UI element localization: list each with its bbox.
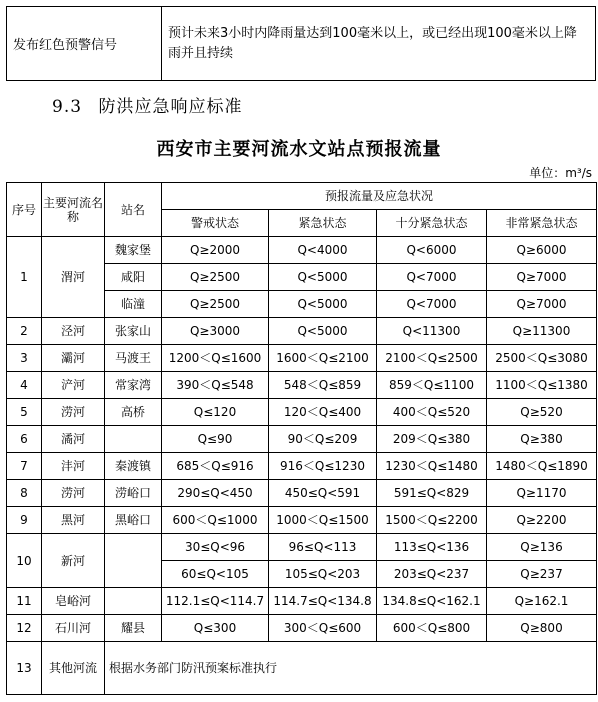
cell-urgent: 548＜Q≤859	[269, 372, 377, 399]
table-row	[7, 237, 597, 264]
cell-warning: 30≤Q<96	[162, 534, 269, 561]
cell-warning: Q≥2500	[162, 291, 269, 318]
cell-very-urgent: 134.8≤Q<162.1	[377, 588, 487, 615]
table-row	[7, 426, 597, 453]
cell-station: 魏家堡	[105, 237, 162, 264]
cell-seq: 3	[7, 345, 42, 372]
cell-urgent: 300＜Q≤600	[269, 615, 377, 642]
header-warning: 警戒状态	[162, 210, 269, 237]
header-extreme: 非常紧急状态	[487, 210, 597, 237]
cell-warning: 112.1≤Q<114.7	[162, 588, 269, 615]
flow-forecast-table	[6, 182, 597, 695]
cell-warning: 290≤Q<450	[162, 480, 269, 507]
cell-extreme: Q≥1170	[487, 480, 597, 507]
cell-very-urgent: 859＜Q≤1100	[377, 372, 487, 399]
header-forecast: 预报流量及应急状况	[162, 183, 597, 210]
cell-station: 马渡王	[105, 345, 162, 372]
cell-river: 沣河	[42, 453, 105, 480]
cell-river: 渭河	[42, 237, 105, 318]
cell-seq: 4	[7, 372, 42, 399]
cell-urgent: 114.7≤Q<134.8	[269, 588, 377, 615]
cell-river: 黑河	[42, 507, 105, 534]
cell-very-urgent: Q<11300	[377, 318, 487, 345]
table-row	[7, 480, 597, 507]
table-row	[7, 534, 597, 561]
cell-seq: 11	[7, 588, 42, 615]
table-row	[7, 615, 597, 642]
cell-extreme: 1480＜Q≤1890	[487, 453, 597, 480]
cell-river: 新河	[42, 534, 105, 588]
cell-warning: Q≥2000	[162, 237, 269, 264]
table-row	[7, 345, 597, 372]
cell-urgent: 120＜Q≤400	[269, 399, 377, 426]
table-row	[7, 642, 597, 695]
cell-river: 浐河	[42, 372, 105, 399]
cell-warning: Q≤120	[162, 399, 269, 426]
red-signal-label: 发布红色预警信号	[7, 7, 162, 81]
cell-urgent: Q<4000	[269, 237, 377, 264]
cell-river: 灞河	[42, 345, 105, 372]
cell-warning: Q≤90	[162, 426, 269, 453]
cell-very-urgent: 600＜Q≤800	[377, 615, 487, 642]
cell-river: 皂峪河	[42, 588, 105, 615]
cell-station: 秦渡镇	[105, 453, 162, 480]
cell-extreme: Q≥136	[487, 534, 597, 561]
cell-station: 张家山	[105, 318, 162, 345]
header-river: 主要河流名称	[42, 183, 105, 237]
cell-station: 涝峪口	[105, 480, 162, 507]
cell-seq: 13	[7, 642, 42, 695]
cell-station: 常家湾	[105, 372, 162, 399]
header-seq: 序号	[7, 183, 42, 237]
cell-extreme: 2500＜Q≤3080	[487, 345, 597, 372]
cell-extreme: Q≥6000	[487, 237, 597, 264]
table-row	[7, 453, 597, 480]
cell-river: 涝河	[42, 399, 105, 426]
red-signal-description: 预计未来3小时内降雨量达到100毫米以上，或已经出现100毫米以上降雨并且持续	[162, 7, 596, 81]
cell-urgent: 90＜Q≤209	[269, 426, 377, 453]
cell-extreme: Q≥162.1	[487, 588, 597, 615]
red-warning-table	[6, 6, 596, 81]
cell-other-note: 根据水务部门防汛预案标准执行	[105, 642, 597, 695]
cell-urgent: Q<5000	[269, 264, 377, 291]
cell-river: 涝河	[42, 480, 105, 507]
cell-seq: 9	[7, 507, 42, 534]
cell-urgent: 450≤Q<591	[269, 480, 377, 507]
cell-extreme: Q≥7000	[487, 291, 597, 318]
cell-seq: 1	[7, 237, 42, 318]
cell-warning: Q≥3000	[162, 318, 269, 345]
cell-extreme: Q≥800	[487, 615, 597, 642]
cell-very-urgent: 203≤Q<237	[377, 561, 487, 588]
cell-extreme: Q≥520	[487, 399, 597, 426]
cell-very-urgent: Q<6000	[377, 237, 487, 264]
cell-very-urgent: Q<7000	[377, 291, 487, 318]
section-heading	[52, 92, 242, 117]
cell-seq: 2	[7, 318, 42, 345]
cell-seq: 5	[7, 399, 42, 426]
table-row	[7, 399, 597, 426]
cell-seq: 10	[7, 534, 42, 588]
cell-seq: 12	[7, 615, 42, 642]
cell-extreme: Q≥7000	[487, 264, 597, 291]
cell-warning: Q≥2500	[162, 264, 269, 291]
cell-extreme: Q≥11300	[487, 318, 597, 345]
section-title: 防洪应急响应标准	[98, 97, 243, 117]
unit-label: 单位：m³/s	[529, 166, 592, 180]
cell-warning: 1200＜Q≤1600	[162, 345, 269, 372]
cell-extreme: 1100＜Q≤1380	[487, 372, 597, 399]
cell-very-urgent: Q<7000	[377, 264, 487, 291]
section-number: 9.3	[52, 97, 83, 117]
table-row	[7, 318, 597, 345]
cell-seq: 8	[7, 480, 42, 507]
cell-station	[105, 534, 162, 588]
cell-urgent: 1000＜Q≤1500	[269, 507, 377, 534]
cell-station: 高桥	[105, 399, 162, 426]
cell-very-urgent: 1500＜Q≤2200	[377, 507, 487, 534]
cell-warning: 390＜Q≤548	[162, 372, 269, 399]
cell-warning: 60≤Q<105	[162, 561, 269, 588]
header-very-urgent: 十分紧急状态	[377, 210, 487, 237]
cell-very-urgent: 2100＜Q≤2500	[377, 345, 487, 372]
cell-extreme: Q≥2200	[487, 507, 597, 534]
cell-very-urgent: 400＜Q≤520	[377, 399, 487, 426]
cell-river: 潏河	[42, 426, 105, 453]
cell-river: 其他河流	[42, 642, 105, 695]
cell-river: 泾河	[42, 318, 105, 345]
cell-river: 石川河	[42, 615, 105, 642]
cell-warning: Q≤300	[162, 615, 269, 642]
cell-very-urgent: 209＜Q≤380	[377, 426, 487, 453]
header-urgent: 紧急状态	[269, 210, 377, 237]
cell-station: 耀县	[105, 615, 162, 642]
header-station: 站名	[105, 183, 162, 237]
cell-urgent: 96≤Q<113	[269, 534, 377, 561]
cell-urgent: Q<5000	[269, 318, 377, 345]
cell-very-urgent: 1230＜Q≤1480	[377, 453, 487, 480]
table-row	[7, 372, 597, 399]
cell-urgent: 1600＜Q≤2100	[269, 345, 377, 372]
cell-urgent: 105≤Q<203	[269, 561, 377, 588]
cell-seq: 7	[7, 453, 42, 480]
table-row	[7, 588, 597, 615]
cell-station: 黑峪口	[105, 507, 162, 534]
cell-urgent: Q<5000	[269, 291, 377, 318]
cell-urgent: 916＜Q≤1230	[269, 453, 377, 480]
cell-warning: 685＜Q≤916	[162, 453, 269, 480]
table-row	[7, 507, 597, 534]
cell-extreme: Q≥380	[487, 426, 597, 453]
cell-seq: 6	[7, 426, 42, 453]
cell-very-urgent: 113≤Q<136	[377, 534, 487, 561]
cell-station: 临潼	[105, 291, 162, 318]
cell-station: 咸阳	[105, 264, 162, 291]
cell-station	[105, 426, 162, 453]
cell-warning: 600＜Q≤1000	[162, 507, 269, 534]
cell-very-urgent: 591≤Q<829	[377, 480, 487, 507]
table-title: 西安市主要河流水文站点预报流量	[156, 139, 442, 160]
cell-station	[105, 588, 162, 615]
cell-extreme: Q≥237	[487, 561, 597, 588]
